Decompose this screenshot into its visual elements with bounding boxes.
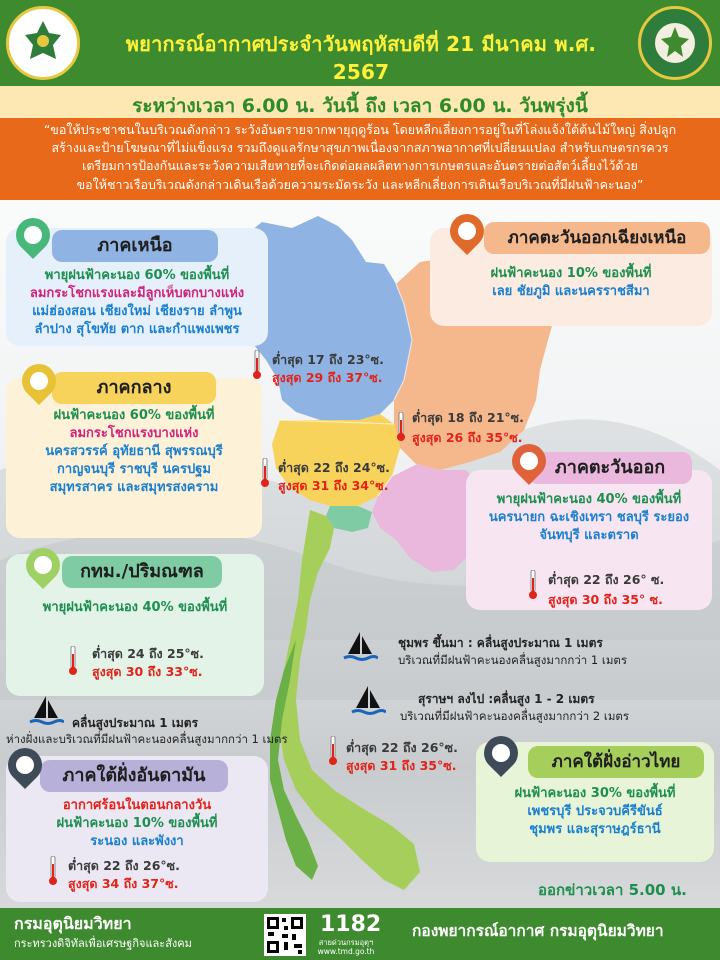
northeast-thermometer-icon xyxy=(396,412,406,442)
bangkok-temp-low: ต่ำสุด 24 ถึง 25°ซ. xyxy=(92,646,204,661)
hotline-caption xyxy=(316,938,376,956)
south-andaman-storm: ฝนฟ้าคะนอง 10% ของพื้นที่ xyxy=(56,816,218,831)
north-hail: ลมกระโชกแรงและมีลูกเห็บตกบางแห่ง xyxy=(29,286,245,301)
north-thermometer-icon xyxy=(252,350,262,380)
north-storm: พายุฝนฟ้าคะนอง 60% ของพื้นที่ xyxy=(44,268,230,283)
central-title: ภาคกลาง xyxy=(52,372,216,404)
gulf-upper-wave-sub: บริเวณที่มีฝนฟ้าคะนองคลื่นสูงมากกว่า 1 เมตร xyxy=(398,653,628,667)
central-provinces-3: สมุทรสาคร และสมุทรสงคราม xyxy=(49,480,219,495)
east-provinces-2: จันทบุรี และตราด xyxy=(539,528,639,543)
footer-division: กองพยากรณ์อากาศ กรมอุตุนิยมวิทยา xyxy=(412,922,664,940)
footer-org: กรมอุตุนิยมวิทยา xyxy=(14,914,132,933)
central-temp-low: ต่ำสุด 22 ถึง 24°ซ. xyxy=(278,460,390,475)
gulf-upper-wave: ชุมพร ขึ้นมา : คลื่นสูงประมาณ 1 เมตร xyxy=(398,636,603,650)
gulf-lower-boat-icon xyxy=(350,682,386,718)
south-andaman-temp-low: ต่ำสุด 22 ถึง 26°ซ. xyxy=(68,858,180,873)
ministry-logo xyxy=(6,6,80,80)
north-provinces-2: ลำปาง สุโขทัย ตาก และกำแพงเพชร xyxy=(34,322,240,337)
northeast-storm: ฝนฟ้าคะนอง 10% ของพื้นที่ xyxy=(490,266,652,281)
bangkok-temp-high: สูงสุด 30 ถึง 33°ซ. xyxy=(92,664,203,679)
hotline-number: 1182 xyxy=(320,912,382,937)
east-thermometer-icon xyxy=(528,570,538,600)
warning-line-4: ขอให้ชาวเรือบริเวณดังกล่าวเดินเรือด้วยความระมัดระวัง และหลีกเลี่ยงการเดินเรือบริเวณที่มีฝนฟ้าคะนอง” xyxy=(76,177,644,192)
central-temp-high: สูงสุด 31 ถึง 34°ซ. xyxy=(278,478,389,493)
website-link[interactable]: www.tmd.go.th xyxy=(317,947,375,956)
south-andaman-thermometer-icon xyxy=(48,856,58,886)
andaman-wave: คลื่นสูงประมาณ 1 เมตร xyxy=(72,716,199,730)
south-andaman-temp-high: สูงสุด 34 ถึง 37°ซ. xyxy=(68,876,179,891)
issued-time: ออกข่าวเวลา 5.00 น. xyxy=(538,881,687,899)
qr-code-icon[interactable] xyxy=(264,914,306,956)
south-gulf-temp-low: ต่ำสุด 22 ถึง 26°ซ. xyxy=(346,740,458,755)
northeast-provinces: เลย ชัยภูมิ และนครราชสีมา xyxy=(492,284,650,299)
central-provinces-2: กาญจนบุรี ราชบุรี นครปฐม xyxy=(57,462,211,477)
hotline-label: สายด่วนกรมอุตุฯ xyxy=(318,938,374,947)
south-gulf-storm: ฝนฟ้าคะนอง 30% ของพื้นที่ xyxy=(514,786,676,801)
south-andaman-heat: อากาศร้อนในตอนกลางวัน xyxy=(62,798,212,813)
bangkok-title: กทม./ปริมณฑล xyxy=(62,556,222,588)
central-provinces-1: นครสวรรค์ อุทัยธานี สุพรรณบุรี xyxy=(45,444,223,459)
andaman-boat-icon xyxy=(28,692,64,728)
northeast-title: ภาคตะวันออกเฉียงเหนือ xyxy=(484,222,710,254)
north-temp-low: ต่ำสุด 17 ถึง 23°ซ. xyxy=(272,352,384,367)
northeast-temp-low: ต่ำสุด 18 ถึง 21°ซ. xyxy=(412,410,524,425)
north-temp-high: สูงสุด 29 ถึง 37°ซ. xyxy=(272,370,383,385)
east-temp-low: ต่ำสุด 22 ถึง 26° ซ. xyxy=(548,572,665,587)
north-provinces-1: แม่ฮ่องสอน เชียงใหม่ เชียงราย ลำพูน xyxy=(32,304,242,319)
south-gulf-provinces-2: ชุมพร และสุราษฎร์ธานี xyxy=(529,822,661,837)
footer-ministry: กระทรวงดิจิทัลเพื่อเศรษฐกิจและสังคม xyxy=(14,937,192,950)
bangkok-thermometer-icon xyxy=(68,646,78,676)
east-provinces-1: นครนายก ฉะเชิงเทรา ชลบุรี ระยอง xyxy=(488,510,690,525)
south-gulf-title: ภาคใต้ฝั่งอ่าวไทย xyxy=(528,746,704,778)
bangkok-storm: พายุฝนฟ้าคะนอง 40% ของพื้นที่ xyxy=(42,600,228,615)
south-gulf-temp-high: สูงสุด 31 ถึง 35°ซ. xyxy=(346,758,457,773)
gulf-lower-wave: สุราษฯ ลงไป :คลื่นสูง 1 - 2 เมตร xyxy=(418,692,595,706)
central-wind: ลมกระโชกแรงบางแห่ง xyxy=(69,426,199,441)
gulf-lower-wave-sub: บริเวณที่มีฝนฟ้าคะนองคลื่นสูงมากกว่า 2 เมตร xyxy=(400,709,630,723)
central-storm: ฝนฟ้าคะนอง 60% ของพื้นที่ xyxy=(53,408,215,423)
east-title: ภาคตะวันออก xyxy=(528,452,692,484)
central-thermometer-icon xyxy=(260,458,270,488)
warning-line-3: เตรียมการป้องกันและระวังความเสียหายที่จะเกิดต่อผลผลิตทางการเกษตรและอันตรายต่อสัตว์เลี้ยงไว้ด้วย xyxy=(82,158,638,173)
north-title: ภาคเหนือ xyxy=(52,230,218,262)
northeast-temp-high: สูงสุด 26 ถึง 35°ซ. xyxy=(412,430,523,445)
south-gulf-thermometer-icon xyxy=(328,736,338,766)
gulf-upper-boat-icon xyxy=(342,628,378,664)
east-temp-high: สูงสุด 30 ถึง 35° ซ. xyxy=(548,592,663,607)
forecast-period: ระหว่างเวลา 6.00 น. วันนี้ ถึง เวลา 6.00 น. วันพรุ่งนี้ xyxy=(132,95,588,117)
south-andaman-provinces: ระนอง และพังงา xyxy=(90,834,184,849)
south-gulf-provinces-1: เพชรบุรี ประจวบคีรีขันธ์ xyxy=(527,804,663,819)
warning-line-2: สร้างและป้ายโฆษณาที่ไม่แข็งแรง รวมถึงดูแลรักษาสุขภาพเนื่องจากสภาพอากาศที่เปลี่ยนแปลง สำหรับเกษตรกรควร xyxy=(51,140,669,155)
tmd-logo xyxy=(638,6,712,80)
page-title: พยากรณ์อากาศประจำวันพฤหัสบดีที่ 21 มีนาคม พ.ศ. 2567 xyxy=(125,32,597,84)
south-andaman-title: ภาคใต้ฝั่งอันดามัน xyxy=(40,760,228,792)
east-storm: พายุฝนฟ้าคะนอง 40% ของพื้นที่ xyxy=(496,492,682,507)
andaman-wave-sub: ห่างฝั่งและบริเวณที่มีฝนฟ้าคะนองคลื่นสูงมากกว่า 1 เมตร xyxy=(6,732,288,746)
warning-line-1: “ขอให้ประชาชนในบริเวณดังกล่าว ระวังอันตรายจากพายุฤดูร้อน โดยหลีกเลี่ยงการอยู่ในที่โล่งแจ้งใต้ต้นไม้ใหญ่ สิ่งปลูก xyxy=(43,122,677,137)
